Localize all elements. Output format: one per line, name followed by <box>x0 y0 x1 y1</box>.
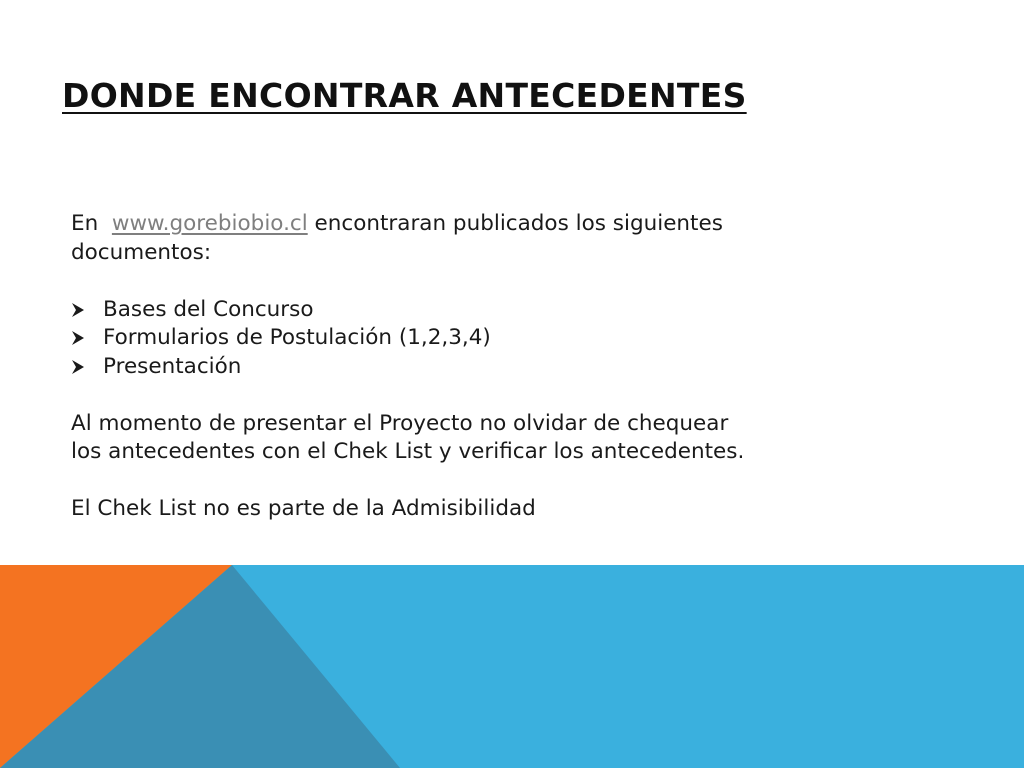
arrow-bullet-icon <box>71 302 103 318</box>
list-item <box>71 324 871 353</box>
slide-body <box>71 210 871 524</box>
spacer <box>71 467 871 496</box>
reminder-line-2: los antecedentes con el Chek List y verificar los antecedentes. <box>71 439 745 464</box>
arrow-bullet-icon <box>71 330 103 346</box>
intro-line-1 <box>71 210 871 239</box>
decorative-footer-shapes <box>0 565 1024 768</box>
admissibility-note: El Chek List no es parte de la Admisibilidad <box>71 496 536 521</box>
list-item-text: Formularios de Postulación (1,2,3,4) <box>103 325 491 350</box>
list-item-text: Bases del Concurso <box>103 296 314 322</box>
intro-line-2: documentos: <box>71 239 212 265</box>
spacer <box>71 381 871 410</box>
spacer <box>71 267 871 296</box>
slide-title: DONDE ENCONTRAR ANTECEDENTES <box>62 76 747 115</box>
intro-suffix: encontraran publicados los siguientes <box>314 211 723 236</box>
website-link[interactable]: www.gorebiobio.cl <box>111 211 308 236</box>
list-item <box>71 296 871 325</box>
reminder-line-1: Al momento de presentar el Proyecto no olvidar de chequear <box>71 410 729 436</box>
list-item-text: Presentación <box>103 353 242 379</box>
arrow-bullet-icon <box>71 359 103 375</box>
list-item <box>71 353 871 382</box>
document-list <box>71 296 871 382</box>
intro-prefix: En <box>71 211 99 236</box>
